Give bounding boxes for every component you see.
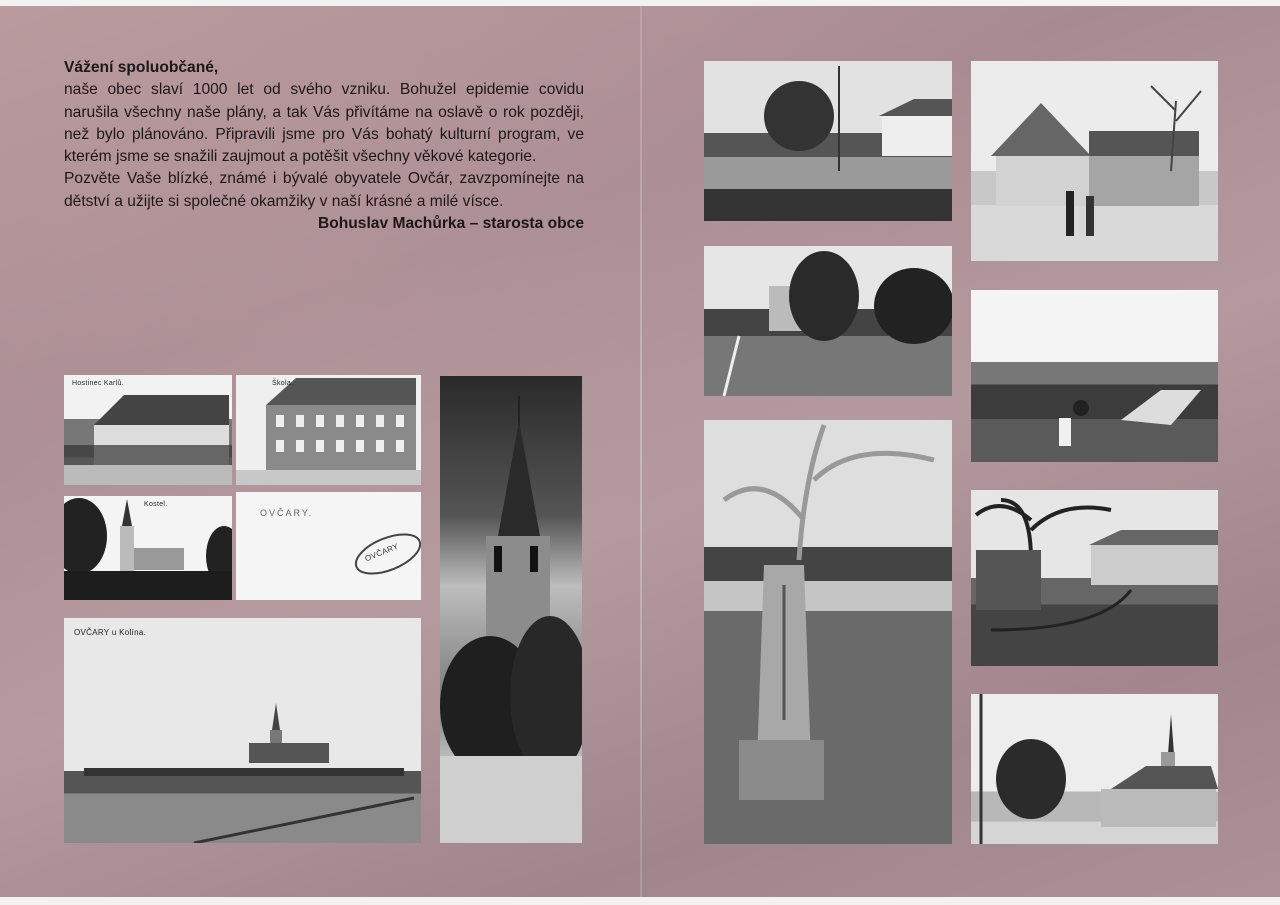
letter-signature: Bohuslav Machůrka – starosta obce bbox=[317, 215, 584, 233]
postcard-title-panel bbox=[236, 492, 421, 600]
postcard-caption-school: Škola. bbox=[272, 380, 294, 387]
house-family-photo bbox=[971, 61, 1218, 261]
postcard-church-photo bbox=[64, 496, 232, 600]
church-street-photo bbox=[971, 694, 1218, 844]
street-square-photo bbox=[704, 61, 952, 221]
postcard-caption-village: OVČARY u Kolína. bbox=[74, 628, 147, 637]
road-building-photo bbox=[704, 246, 952, 396]
fields-panorama-photo bbox=[971, 290, 1218, 462]
postcard-caption-church: Kostel. bbox=[144, 501, 168, 508]
letter-paragraph-1: naše obec slaví 1000 let od svého vzniku. Bohužel epidemie covidu narušila všechny naše plány, a tak Vás přivítáme na oslavě o rok později, než bylo plánováno. Připravili jsme pro Vás bohatý kulturní program, ve kterém jsme se snažili zaujmout a potěšit všechny věkové kategorie. bbox=[64, 81, 584, 166]
letter-paragraph-2: Pozvěte Vaše blízké, známé i bývalé obyvatele Ovčár, zavzpomínejte na dětství a užijte si společné okamžiky v naší krásné a milé vísce. bbox=[64, 170, 584, 210]
center-fold bbox=[640, 0, 642, 905]
letter-greeting: Vážení spoluobčané, bbox=[64, 59, 219, 76]
postmark-stamp: OVČARY bbox=[363, 541, 400, 564]
paper-edge-bottom bbox=[0, 897, 1280, 905]
postcard-village-panorama bbox=[64, 618, 421, 843]
stone-cross-photo bbox=[704, 420, 952, 844]
welcome-letter bbox=[64, 57, 584, 235]
postcard-school-photo bbox=[236, 375, 421, 485]
village-road-photo bbox=[971, 490, 1218, 666]
postcard-caption-inn: Hostinec Karlů. bbox=[72, 380, 124, 387]
postcard-inn-photo bbox=[64, 375, 232, 485]
church-tower-photo bbox=[440, 376, 582, 843]
postcard-caption-title: OVČARY. bbox=[260, 508, 314, 518]
